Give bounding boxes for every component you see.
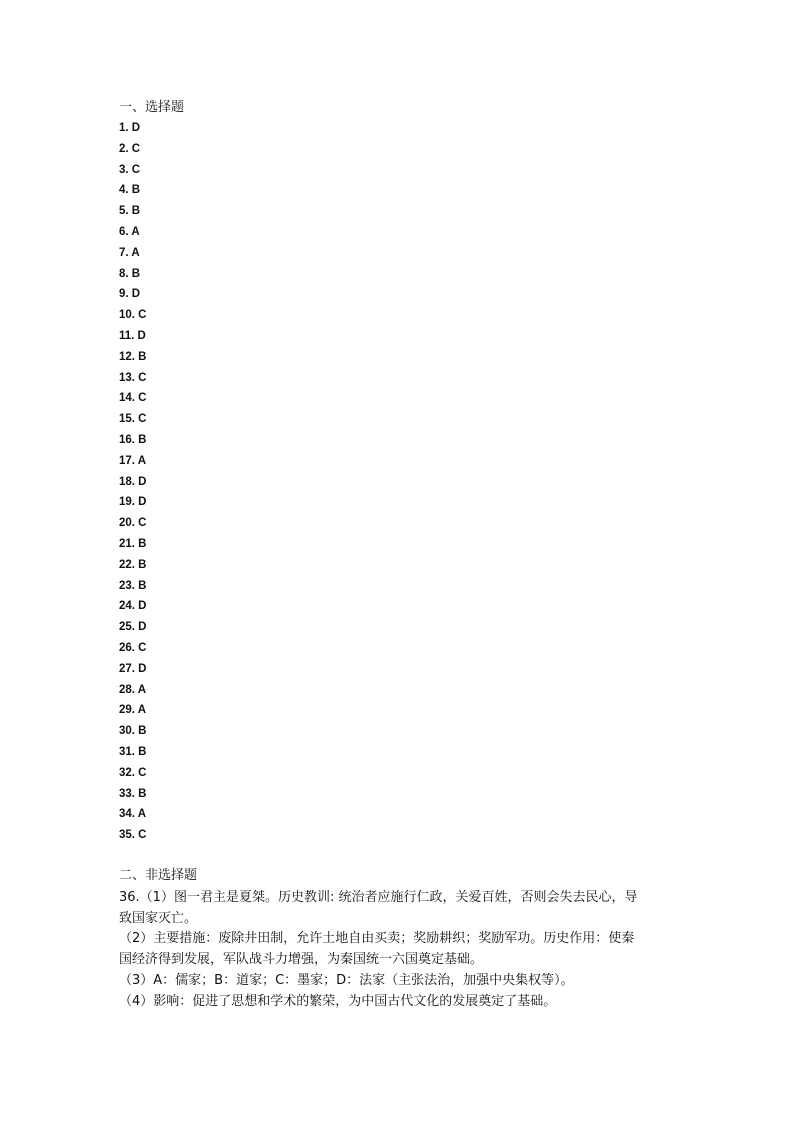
answer-item: 3. C	[119, 163, 141, 176]
answer-item: 32. C	[119, 766, 147, 779]
answer-text-line: （3）A：儒家；B：道家；C：墨家；D：法家（主张法治，加强中央集权等）。	[119, 972, 574, 988]
answer-text-line: （2）主要措施：废除井田制，允许土地自由买卖；奖励耕织；奖励军功。历史作用：使秦	[119, 931, 635, 947]
section-title-non-multiple-choice: 二、非选择题	[119, 868, 198, 883]
answer-item: 14. C	[119, 392, 147, 405]
section-title-multiple-choice: 一、选择题	[119, 100, 185, 115]
answer-item: 29. A	[119, 704, 147, 717]
answer-item: 22. B	[119, 558, 147, 571]
answer-item: 16. B	[119, 433, 147, 446]
answer-item: 25. D	[119, 621, 147, 634]
answer-item: 23. B	[119, 579, 147, 592]
answer-item: 9. D	[119, 288, 141, 301]
answer-text-line: 国经济得到发展，军队战斗力增强，为秦国统一六国奠定基础。	[119, 952, 484, 968]
answer-list	[119, 119, 147, 847]
answer-item: 13. C	[119, 371, 147, 384]
answer-item: 5. B	[119, 205, 141, 218]
answer-item: 27. D	[119, 662, 147, 675]
answer-item: 2. C	[119, 142, 141, 155]
answer-item: 11. D	[119, 329, 146, 342]
answer-item: 15. C	[119, 413, 147, 426]
answer-item: 12. B	[119, 350, 147, 363]
answer-item: 1. D	[119, 122, 141, 134]
answer-item: 19. D	[119, 496, 147, 509]
answer-item: 28. A	[119, 683, 147, 696]
answer-item: 21. B	[119, 537, 147, 550]
answer-item: 34. A	[119, 808, 147, 821]
answer-item: 6. A	[119, 225, 140, 238]
answer-item: 24. D	[119, 600, 147, 613]
answer-text-line: （4）影响：促进了思想和学术的繁荣，为中国古代文化的发展奠定了基础。	[119, 993, 557, 1009]
answer-item: 31. B	[119, 745, 147, 758]
answer-item: 4. B	[119, 184, 141, 197]
answer-text-line: 36.（1）图一君主是夏桀。历史教训: 统治者应施行仁政，关爱百姓，否则会失去民心，导	[119, 890, 638, 905]
question-36-answer	[119, 888, 694, 1012]
answer-item: 7. A	[119, 246, 140, 259]
answer-item: 17. A	[119, 454, 147, 467]
answer-item: 10. C	[119, 309, 147, 322]
answer-item: 8. B	[119, 267, 141, 280]
answer-text-line: 致国家灭亡。	[119, 910, 198, 926]
answer-item: 33. B	[119, 787, 147, 800]
answer-item: 20. C	[119, 517, 147, 530]
answer-item: 30. B	[119, 725, 147, 738]
answer-item: 35. C	[119, 829, 147, 842]
answer-item: 26. C	[119, 641, 147, 654]
answer-item: 18. D	[119, 475, 147, 488]
